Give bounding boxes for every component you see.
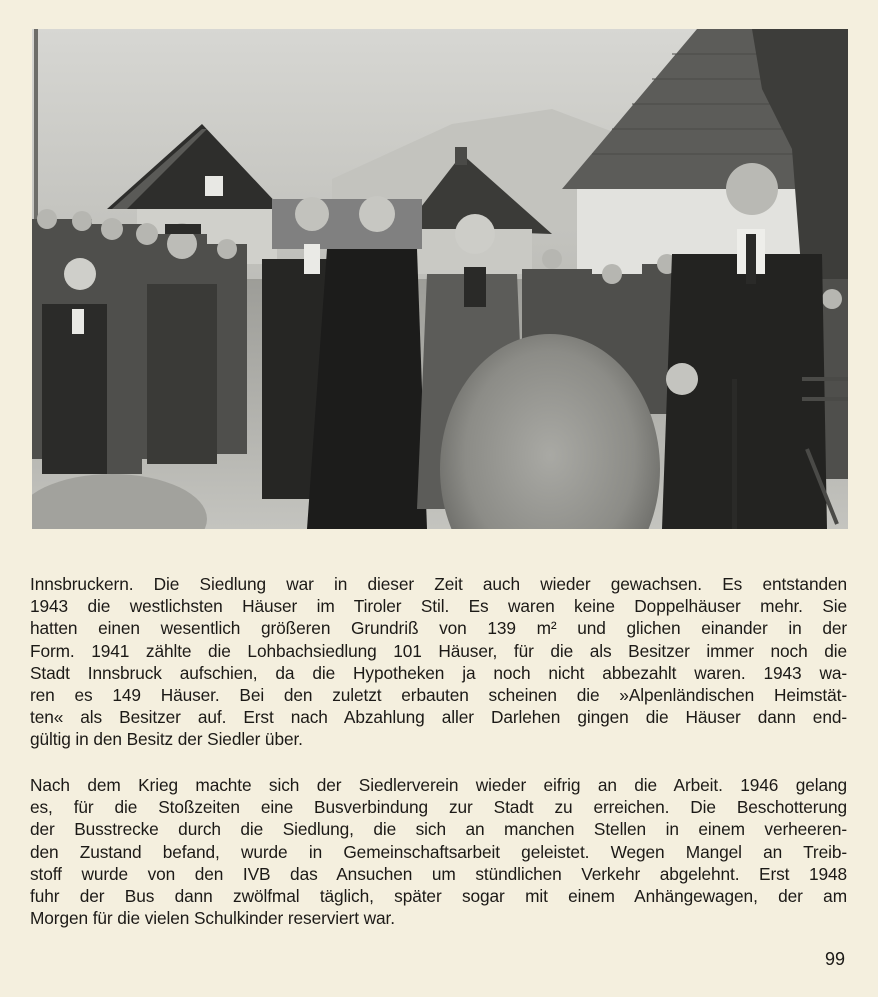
page-number: 99 — [824, 949, 845, 969]
text-line: Nach dem Krieg machte sich der Siedlerverein wieder eifrig an die Arbeit. 1946 gelang — [30, 775, 847, 795]
text-line: Form. 1941 zählte die Lohbachsiedlung 101 Häuser, für die als Besitzer immer noch die — [30, 640, 847, 661]
body-paragraph-2 — [30, 774, 847, 929]
text-line: hatten einen wesentlich größeren Grundriß von 139 m² und glichen einander in der — [30, 618, 847, 639]
text-line: stoff wurde von den IVB das Ansuchen um stündlichen Verkehr abgelehnt. Erst 1948 — [30, 863, 847, 884]
text-line: gültig in den Besitz der Siedler über. — [30, 729, 303, 750]
text-line: 1943 die westlichsten Häuser im Tiroler Stil. Es waren keine Doppelhäuser mehr. Sie — [30, 596, 847, 617]
historical-photo — [32, 29, 848, 529]
body-paragraph-1 — [30, 573, 847, 751]
text-line: ren es 149 Häuser. Bei den zuletzt erbauten scheinen die »Alpenländischen Heimstät- — [30, 684, 847, 705]
text-line: fuhr der Bus dann zwölfmal täglich, später sogar mit einem Anhängewagen, der am — [30, 885, 847, 906]
text-line: Innsbruckern. Die Siedlung war in dieser Zeit auch wieder gewachsen. Es entstanden — [30, 574, 847, 594]
text-line: Morgen für die vielen Schulkinder reserviert war. — [30, 908, 395, 929]
text-line: der Busstrecke durch die Siedlung, die sich an manchen Stellen in einem verheeren- — [30, 819, 847, 840]
text-line: es, für die Stoßzeiten eine Busverbindung zur Stadt zu erreichen. Die Beschotterung — [30, 797, 847, 818]
text-line: Stadt Innsbruck aufschien, da die Hypotheken ja noch nicht abbezahlt waren. 1943 wa- — [30, 662, 847, 683]
text-line: den Zustand befand, wurde in Gemeinschaftsarbeit geleistet. Wegen Mangel an Treib- — [30, 841, 847, 862]
photo-illustration — [32, 29, 848, 529]
text-line: ten« als Besitzer auf. Erst nach Abzahlung aller Darlehen gingen die Häuser dann end- — [30, 707, 847, 728]
